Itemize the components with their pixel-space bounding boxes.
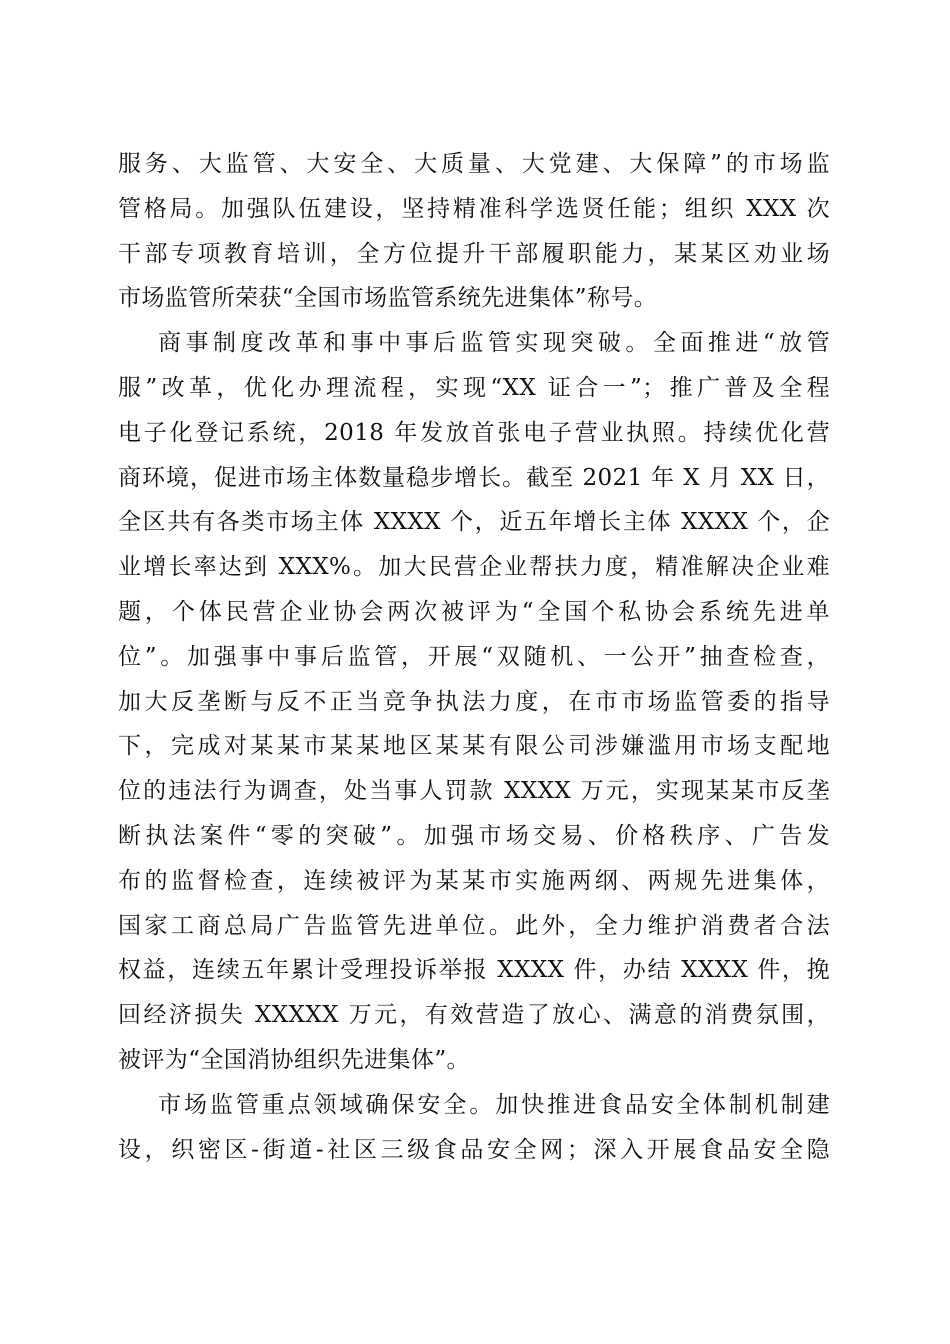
text-line: 服务、大监管、大安全、大质量、大党建、大保障”的市场监 bbox=[118, 151, 830, 177]
text-line: 下，完成对某某市某某地区某某有限公司涉嫌滥用市场支配地 bbox=[118, 733, 830, 760]
text-line: 题，个体民营企业协会两次被评为“全国个私协会系统先进单 bbox=[118, 598, 830, 625]
text-line: 商事制度改革和事中事后监管实现突破。全面推进“放管 bbox=[158, 330, 830, 357]
paragraph bbox=[118, 321, 830, 1083]
text-line: 干部专项教育培训，全方位提升干部履职能力，某某区劝业场 bbox=[118, 240, 830, 267]
body-text bbox=[118, 142, 830, 1172]
text-line: 位”。加强事中事后监管，开展“双随机、一公开”抽查检查， bbox=[118, 643, 830, 670]
text-line: 业增长率达到 XXX%。加大民营企业帮扶力度，精准解决企业难 bbox=[118, 554, 830, 581]
text-line: 服”改革，优化办理流程，实现“XX 证合一”；推广普及全程 bbox=[118, 374, 830, 401]
text-line: 管格局。加强队伍建设，坚持精准科学选贤任能；组织 XXX 次 bbox=[118, 195, 830, 222]
paragraph bbox=[118, 1083, 830, 1173]
text-line: 位的违法行为调查，处当事人罚款 XXXX 万元，实现某某市反垄 bbox=[118, 778, 830, 805]
text-line: 全区共有各类市场主体 XXXX 个，近五年增长主体 XXXX 个，企 bbox=[118, 509, 830, 536]
text-line: 回经济损失 XXXXX 万元，有效营造了放心、满意的消费氛围， bbox=[118, 1002, 830, 1029]
text-line: 被评为“全国消协组织先进集体”。 bbox=[118, 1046, 470, 1073]
text-line: 权益，连续五年累计受理投诉举报 XXXX 件，办结 XXXX 件，挽 bbox=[118, 957, 830, 984]
text-line: 商环境，促进市场主体数量稳步增长。截至 2021 年 X 月 XX 日， bbox=[118, 464, 830, 491]
text-line: 市场监管所荣获“全国市场监管系统先进集体”称号。 bbox=[118, 285, 658, 312]
text-line: 断执法案件“零的突破”。加强市场交易、价格秩序、广告发 bbox=[118, 822, 830, 849]
text-line: 市场监管重点领域确保安全。加快推进食品安全体制机制建 bbox=[158, 1091, 830, 1118]
text-line: 加大反垄断与反不正当竞争执法力度，在市市场监管委的指导 bbox=[118, 688, 830, 715]
text-line: 国家工商总局广告监管先进单位。此外，全力维护消费者合法 bbox=[118, 912, 830, 939]
text-line: 布的监督检查，连续被评为某某市实施两纲、两规先进集体， bbox=[118, 867, 830, 894]
paragraph bbox=[118, 142, 830, 321]
text-line: 电子化登记系统，2018 年发放首张电子营业执照。持续优化营 bbox=[118, 419, 830, 446]
text-line: 设，织密区-街道-社区三级食品安全网；深入开展食品安全隐 bbox=[118, 1136, 830, 1163]
